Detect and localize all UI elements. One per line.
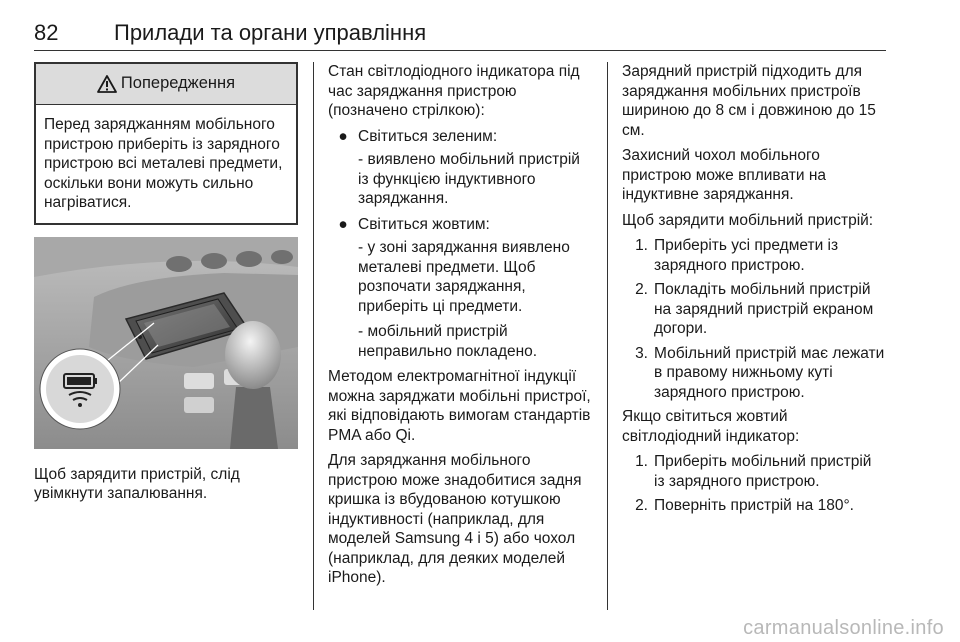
step-text: Приберіть мобільний пристрій із зарядного пристрою. [654, 453, 872, 490]
sub-item: - мобільний пристрій неправильно покладено. [358, 323, 538, 360]
list-item [622, 452, 886, 491]
paragraph: Зарядний пристрій підходить для заряджання мобільних пристроїв шириною до 8 см і довжиною до 15 см. [622, 63, 876, 139]
bullet-label: Світиться жовтим: [358, 215, 490, 233]
step-number: 2. [635, 281, 648, 298]
column-divider [313, 62, 314, 610]
sub-item: - виявлено мобільний пристрій із функцією індуктивного заряджання. [358, 151, 580, 207]
list-item [622, 496, 886, 516]
step-text: Поверніть пристрій на 180°. [654, 497, 854, 514]
step-number: 1. [635, 237, 648, 254]
warning-box [34, 62, 298, 225]
paragraph: Якщо світиться жовтий світлодіодний індикатор: [622, 408, 800, 445]
bullet-icon: ● [338, 215, 348, 233]
list-item [328, 127, 592, 147]
running-title: Прилади та органи управління [114, 20, 427, 45]
bullet-label: Світиться зеленим: [358, 127, 498, 145]
list-item [622, 236, 886, 275]
column-3 [622, 62, 886, 521]
wireless-charging-figure [34, 237, 298, 449]
paragraph: Для заряджання мобільного пристрою може знадобитися задня кришка із вбудованою котушкою індуктивності (наприклад, для моделей Samsung 4 і 5) або чохол (наприклад, для деяких моделей iPhone). [328, 452, 582, 586]
paragraph: Методом електромагнітної індукції можна заряджати мобільні пристрої, які відповідають вимогам стандартів PMA або Qi. [328, 368, 591, 444]
page-header [34, 16, 886, 51]
paragraph: Щоб зарядити мобільний пристрій: [622, 211, 874, 229]
bullet-icon: ● [338, 127, 348, 145]
column-divider [607, 62, 608, 610]
figure-caption: Щоб зарядити пристрій, слід увімкнути запалювання. [34, 465, 240, 502]
list-item [328, 215, 592, 235]
list-item [622, 280, 886, 339]
column-2 [328, 62, 592, 594]
paragraph: Стан світлодіодного індикатора під час заряджання пристрою (позначено стрілкою): [328, 63, 580, 119]
step-number: 1. [635, 453, 648, 470]
page-number: 82 [34, 20, 59, 45]
watermark: carmanualsonline.info [743, 617, 944, 639]
step-text: Мобільний пристрій має лежати в правому нижньому куті зарядного пристрою. [654, 344, 885, 401]
warning-title: Попередження [120, 74, 236, 93]
step-text: Покладіть мобільний пристрій на зарядний пристрій екраном догори. [654, 281, 874, 337]
sub-item: - у зоні заряджання виявлено металеві предмети. Щоб розпочати заряджання, приберіть ці предмети. [358, 239, 570, 315]
step-number: 3. [635, 344, 648, 362]
list-item [622, 344, 886, 403]
warning-header [36, 64, 296, 105]
paragraph: Захисний чохол мобільного пристрою може впливати на індуктивне заряджання. [622, 147, 827, 203]
warning-triangle-icon [97, 75, 117, 93]
step-text: Приберіть усі предмети із зарядного пристрою. [654, 237, 839, 274]
warning-text: Перед заряджанням мобільного пристрою приберіть із зарядного пристрою всі металеві предмети, оскільки вони можуть сильно нагріватися. [44, 116, 283, 211]
step-number: 2. [635, 497, 648, 514]
column-1 [34, 62, 298, 510]
